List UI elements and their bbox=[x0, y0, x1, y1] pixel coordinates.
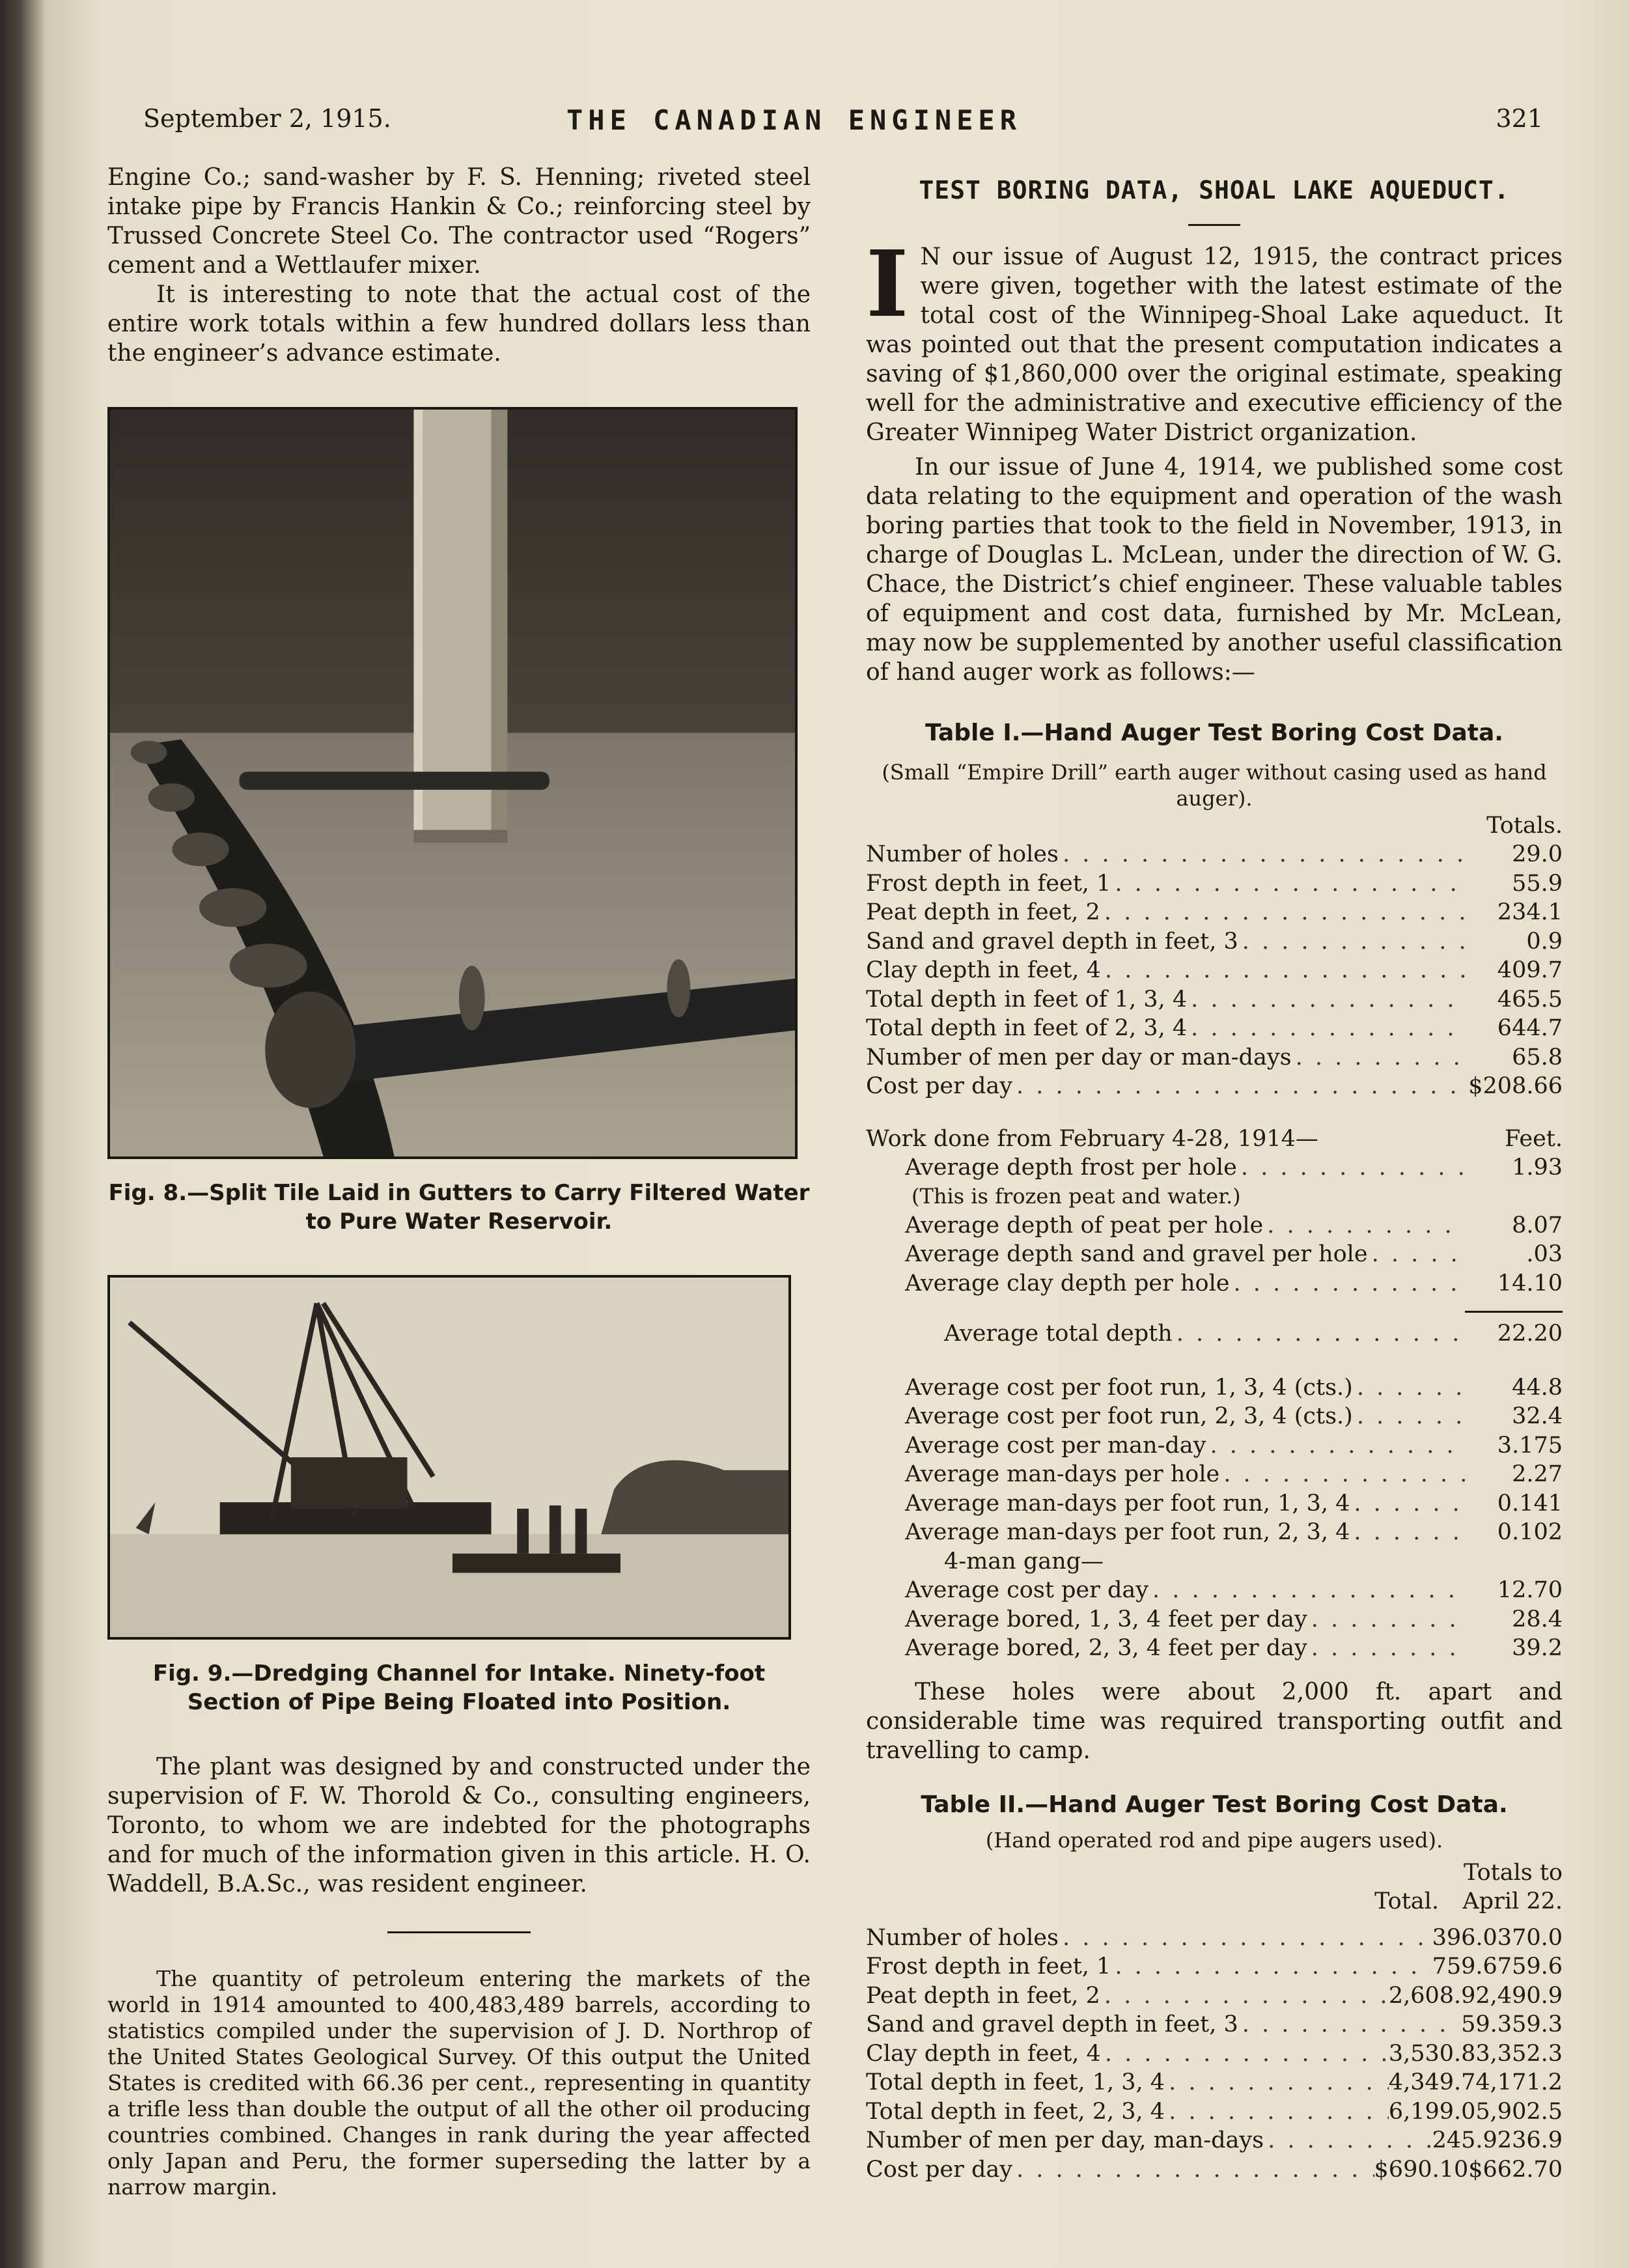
table-row: Frost depth in feet, 1 . . . 759.6 759.6 bbox=[866, 1952, 1563, 1981]
table-row: Peat depth in feet, 2 . . . 2,608.9 2,490.9 bbox=[866, 1981, 1563, 2011]
table-row: Average bored, 2, 3, 4 feet per day . . . 39.2 bbox=[866, 1634, 1563, 1663]
plant-paragraph: The plant was designed by and constructed under the supervision of F. W. Thorold & Co., consulting engineers, Toronto, to whom we are indebted for the photographs and for much of the information given in this article. H. O. Waddell, B.A.Sc., was resident engineer. bbox=[107, 1754, 811, 1897]
table-row: Average depth of peat per hole . . . 8.07 bbox=[866, 1211, 1563, 1240]
fig8-caption: Fig. 8.—Split Tile Laid in Gutters to Carry Filtered Water to Pure Water Reservoir. bbox=[108, 1180, 810, 1235]
cost-note-paragraph: It is interesting to note that the actual cost of the entire work totals within a few hundred dollars less than the engineer’s advance estimate. bbox=[107, 281, 811, 367]
table-row: Average man-days per foot run, 2, 3, 4 . . . 0.102 bbox=[866, 1518, 1563, 1547]
table-row: Sand and gravel depth in feet, 3 . . . 59.3 59.3 bbox=[866, 2010, 1563, 2039]
work-header-label: Work done from February 4-28, 1914— bbox=[866, 1125, 1318, 1152]
total-depth-row: Average total depth . . . 22.20 bbox=[866, 1319, 1563, 1349]
table-row: Number of holes . . . 396.0 370.0 bbox=[866, 1924, 1563, 1953]
left-column bbox=[107, 163, 811, 2200]
table2-header bbox=[866, 1858, 1563, 1887]
petroleum-paragraph: The quantity of petroleum entering the markets of the world in 1914 amounted to 400,483,489 barrels, according to statistics compiled under the supervision of J. D. Northrop of the United States Geological Survey. Of this output the United States is credited with 66.36 per cent., representing in quantity a trifle less than double the output of all the other oil producing countries combined. Changes in rank during the year affected only Japan and Peru, the former superseding the latter by a narrow margin. bbox=[107, 1966, 811, 2200]
table-row: Clay depth in feet, 4 . . . 3,530.8 3,352.3 bbox=[866, 2039, 1563, 2069]
table-row: Total depth in feet of 2, 3, 4 . . . 644.7 bbox=[866, 1014, 1563, 1043]
fig9-photo bbox=[107, 1275, 791, 1640]
split-tile-photo-image bbox=[110, 410, 795, 1156]
table2-col2-header-line1: Totals to bbox=[1463, 1859, 1563, 1886]
table-row: Clay depth in feet, 4 . . . 409.7 bbox=[866, 956, 1563, 985]
section-divider bbox=[387, 1931, 531, 1933]
cost-rows bbox=[866, 1373, 1563, 1663]
holes-paragraph: These holes were about 2,000 ft. apart and considerable time was required transporting outfit and travelling to camp. bbox=[866, 1678, 1563, 1764]
work-feet-header: Feet. bbox=[1505, 1125, 1563, 1152]
work-rows bbox=[866, 1153, 1563, 1298]
table-row: Number of holes . . . 29.0 bbox=[866, 840, 1563, 869]
table-row: Sand and gravel depth in feet, 3 . . . 0.9 bbox=[866, 927, 1563, 957]
table-row: Average man-days per hole . . . 2.27 bbox=[866, 1460, 1563, 1489]
journal-title: THE CANADIAN ENGINEER bbox=[566, 104, 1022, 136]
article-title: TEST BORING DATA, SHOAL LAKE AQUEDUCT. bbox=[919, 176, 1510, 204]
fig8-photo bbox=[107, 407, 798, 1159]
table1-header bbox=[866, 811, 1563, 840]
work-header bbox=[866, 1125, 1563, 1153]
running-header bbox=[143, 104, 1543, 143]
table-row: Average cost per day . . . 12.70 bbox=[866, 1576, 1563, 1605]
table-row: Average bored, 1, 3, 4 feet per day . . . 28.4 bbox=[866, 1605, 1563, 1634]
dredging-photo-image bbox=[110, 1278, 788, 1637]
table-row: Number of men per day, man-days . . . 245.9 236.9 bbox=[866, 2126, 1563, 2155]
page-number: 321 bbox=[1496, 104, 1543, 133]
table-row: Cost per day . . . $690.10 $662.70 bbox=[866, 2155, 1563, 2185]
table2-rows bbox=[866, 1924, 1563, 2185]
table-row: Total depth in feet of 1, 3, 4 . . . 465.5 bbox=[866, 985, 1563, 1015]
header-date: September 2, 1915. bbox=[143, 104, 391, 133]
table1-subtitle: (Small “Empire Drill” earth auger without casing used as hand auger). bbox=[882, 760, 1547, 811]
table-row: Number of men per day or man-days . . . 65.8 bbox=[866, 1043, 1563, 1072]
gang-label: 4-man gang— bbox=[944, 1548, 1104, 1575]
table2-title: Table II.—Hand Auger Test Boring Cost Data. bbox=[921, 1791, 1508, 1818]
table2-col1-header: Total. bbox=[1374, 1888, 1439, 1914]
table1-title: Table I.—Hand Auger Test Boring Cost Data. bbox=[925, 720, 1503, 746]
table-row: Total depth in feet, 1, 3, 4 . . . 4,349.7 4,171.2 bbox=[866, 2068, 1563, 2097]
table1-totals-header: Totals. bbox=[1486, 813, 1563, 839]
intro-paragraph: N our issue of August 12, 1915, the contract prices were given, together with the latest estimate of the total cost of the Winnipeg-Shoal Lake aqueduct. It was pointed out that the present computation indicates a saving of $1,860,000 over the original estimate, speaking well for the administrative and executive efficiency of the Greater Winnipeg Water District organization. bbox=[866, 244, 1563, 446]
table2-header-2 bbox=[866, 1887, 1563, 1916]
cost-data-paragraph: In our issue of June 4, 1914, we published some cost data relating to the equipment and operation of the wash boring parties that took to the field in November, 1913, in charge of Douglas L. McLean, under the direction of W. G. Chace, the District’s chief engineer. These valuable tables of equipment and cost data, furnished by Mr. McLean, may now be supplemented by another useful classification of hand auger work as follows:— bbox=[866, 454, 1563, 686]
title-rule bbox=[1188, 224, 1240, 226]
frozen-note: (This is frozen peat and water.) bbox=[912, 1184, 1241, 1209]
table-row: Average depth frost per hole . . . 1.93 bbox=[866, 1153, 1563, 1183]
table1-rows bbox=[866, 840, 1563, 1101]
table-row: Average clay depth per hole . . . 14.10 bbox=[866, 1269, 1563, 1298]
table2-col2-header-line2: April 22. bbox=[1462, 1888, 1563, 1914]
table-row: Cost per day . . . $208.66 bbox=[866, 1072, 1563, 1101]
sum-rule bbox=[1465, 1311, 1563, 1313]
table2-subtitle: (Hand operated rod and pipe augers used). bbox=[985, 1827, 1443, 1853]
table-row: Frost depth in feet, 1 . . . 55.9 bbox=[866, 869, 1563, 899]
table-row: Average cost per man-day . . . 3.175 bbox=[866, 1431, 1563, 1461]
table-row: Average man-days per foot run, 1, 3, 4 . . . 0.141 bbox=[866, 1489, 1563, 1519]
table-row: Average cost per foot run, 2, 3, 4 (cts.) . . . 32.4 bbox=[866, 1402, 1563, 1431]
table-row: Peat depth in feet, 2 . . . 234.1 bbox=[866, 898, 1563, 927]
fig9-caption: Fig. 9.—Dredging Channel for Intake. Ninety-foot Section of Pipe Being Floated into Position. bbox=[152, 1660, 766, 1715]
table-row: Average depth sand and gravel per hole . . . .03 bbox=[866, 1240, 1563, 1269]
table-row: Average cost per foot run, 1, 3, 4 (cts.) . . . 44.8 bbox=[866, 1373, 1563, 1403]
drop-cap: I bbox=[866, 231, 909, 338]
right-column bbox=[866, 176, 1563, 2184]
table-row: Total depth in feet, 2, 3, 4 . . . 6,199.0 5,902.5 bbox=[866, 2097, 1563, 2127]
continuation-paragraph: Engine Co.; sand-washer by F. S. Henning; riveted steel intake pipe by Francis Hankin & Co.; reinforcing steel by Trussed Concrete Steel Co. The contractor used “Rogers” cement and a Wettlaufer mixer. bbox=[107, 164, 811, 279]
